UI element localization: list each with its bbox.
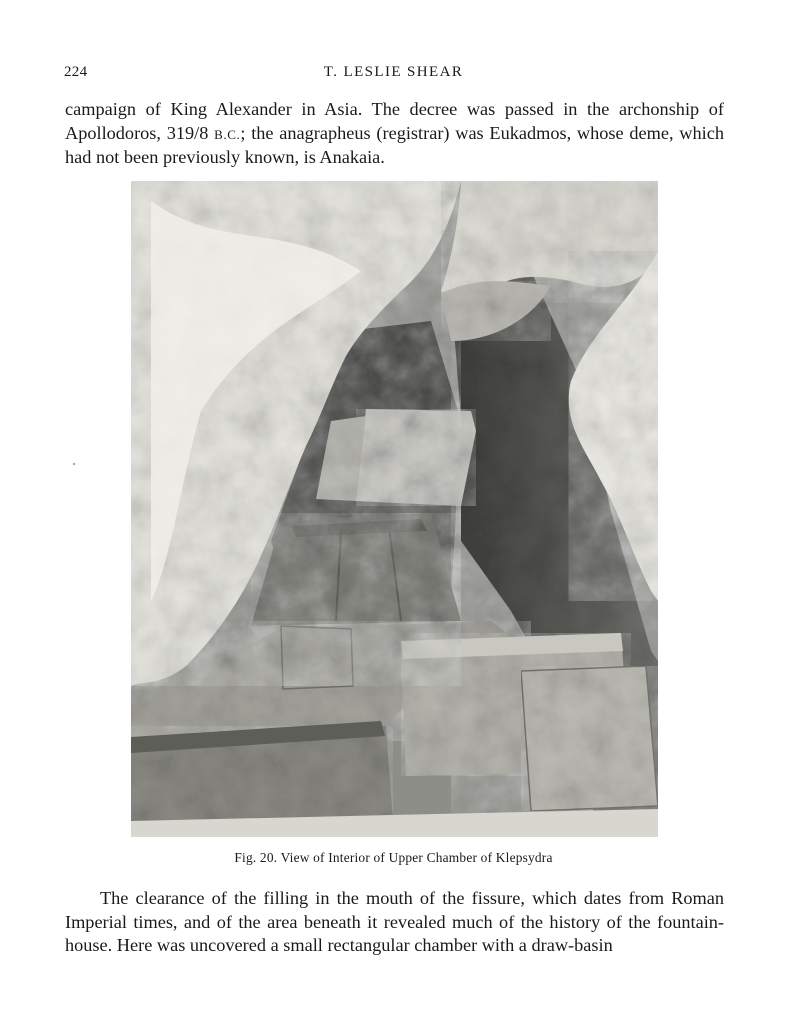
running-head: T. LESLIE SHEAR [323,64,464,80]
era-abbreviation: B.C. [214,126,241,142]
paragraph-1 [65,98,724,170]
print-speck [73,463,75,465]
figure-caption: Fig. 20. View of Interior of Upper Chamber of Klepsydra [234,850,553,865]
chamber-photo-illustration [131,181,658,837]
paragraph-2: The clearance of the filling in the mouth of the fissure, which dates from Roman Imperial times, and of the area beneath it revealed much of the history of the fountain-house. Here was uncovered a small rectangular chamber with a draw-basin [65,888,724,955]
paragraph-1-text-a: campaign of King Alexander in Asia. The decree was passed in the archonship of Apollodoros, 319/8 [65,99,724,143]
paragraph-1-text-b: ; the anagrapheus (registrar) was Eukadmos, whose deme, which had not been previously known, is Anakaia. [65,122,724,167]
figure-photograph [131,181,658,837]
page-number: 224 [64,64,88,80]
